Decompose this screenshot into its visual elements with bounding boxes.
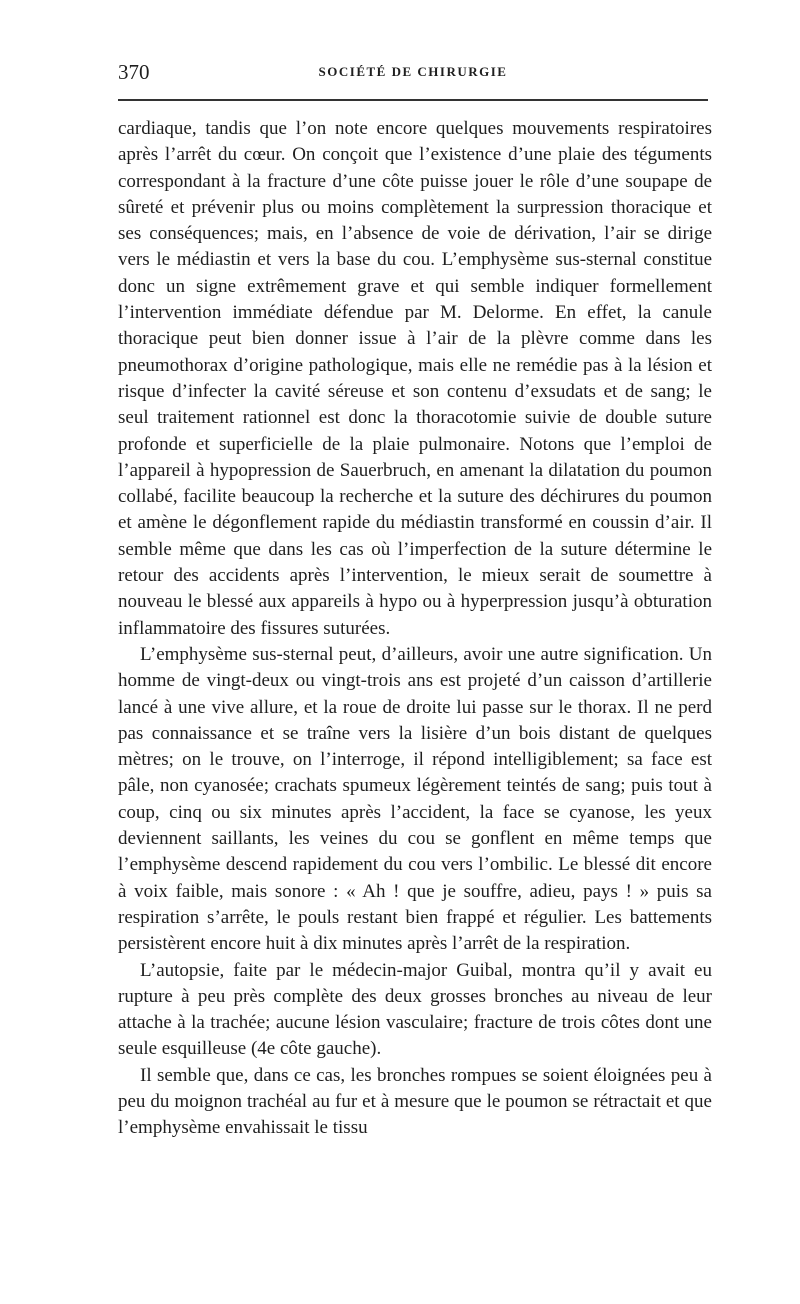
page-header [118, 60, 708, 88]
paragraph: L’emphysème sus-sternal peut, d’ailleurs, avoir une autre signification. Un homme de vingt-deux ou vingt-trois ans est projeté d’un caisson d’artillerie lancé à une vive allure, et la roue de droite lui passe sur le thorax. Il ne perd pas connaissance et se traîne vers la lisière d’un bois distant de quelques mètres; on le trouve, on l’interroge, il répond intelligiblement; sa face est pâle, non cyanosée; crachats spumeux légèrement teintés de sang; puis tout à coup, cinq ou six minutes après l’accident, la face se cyanose, les yeux deviennent saillants, les veines du cou se gonflent en même temps que l’emphysème descend rapidement du cou vers l’ombilic. Le blessé dit encore à voix faible, mais sonore : « Ah ! que je souffre, adieu, pays ! » puis sa respiration s’arrête, le pouls restant bien frappé et régulier. Les battements persistèrent encore huit à dix minutes après l’arrêt de la respiration. [118, 643, 712, 955]
running-title: SOCIÉTÉ DE CHIRURGIE [318, 64, 508, 79]
paragraph: L’autopsie, faite par le médecin-major Guibal, montra qu’il y avait eu rupture à peu près complète des deux grosses bronches au niveau de leur attache à la trachée; aucune lésion vasculaire; fracture de trois côtes dont une seule esquilleuse (4e côte gauche). [118, 959, 712, 1060]
body-text [118, 116, 712, 1142]
header-rule [118, 99, 708, 101]
page-number: 370 [118, 60, 150, 84]
paragraph: cardiaque, tandis que l’on note encore quelques mouvements respiratoires après l’arrêt du cœur. On conçoit que l’existence d’une plaie des téguments correspondant à la fracture d’une côte puisse jouer le rôle d’une soupape de sûreté et prévenir plus ou moins complètement la surpression thoracique et ses conséquences; mais, en l’absence de voie de dérivation, l’air se dirige vers le médiastin et vers la base du cou. L’emphysème sus-sternal constitue donc un signe extrêmement grave et qui semble indiquer formellement l’intervention immédiate défendue par M. Delorme. En effet, la canule thoracique peut bien donner issue à l’air de la plèvre comme dans les pneumothorax d’origine pathologique, mais elle ne remédie pas à la lésion et risque d’infecter la cavité séreuse et son contenu d’exsudats et de sang; le seul traitement rationnel est donc la thoracotomie suivie de double suture profonde et superficielle de la plaie pulmonaire. Notons que l’emploi de l’appareil à hypopression de Sauerbruch, en amenant la dilatation du poumon collabé, facilite beaucoup la recherche et la suture des déchirures du poumon et amène le dégonflement rapide du médiastin transformé en coussin d’air. Il semble même que dans les cas où l’imperfection de la suture détermine le retour des accidents après l’intervention, le mieux serait de soumettre à nouveau le blessé aux appareils à hypo ou à hyperpression jusqu’à obturation inflammatoire des fissures suturées. [118, 118, 712, 639]
paragraph: Il semble que, dans ce cas, les bronches rompues se soient éloignées peu à peu du moignon trachéal au fur et à mesure que le poumon se rétractait et que l’emphysème envahissait le tissu [118, 1064, 712, 1139]
